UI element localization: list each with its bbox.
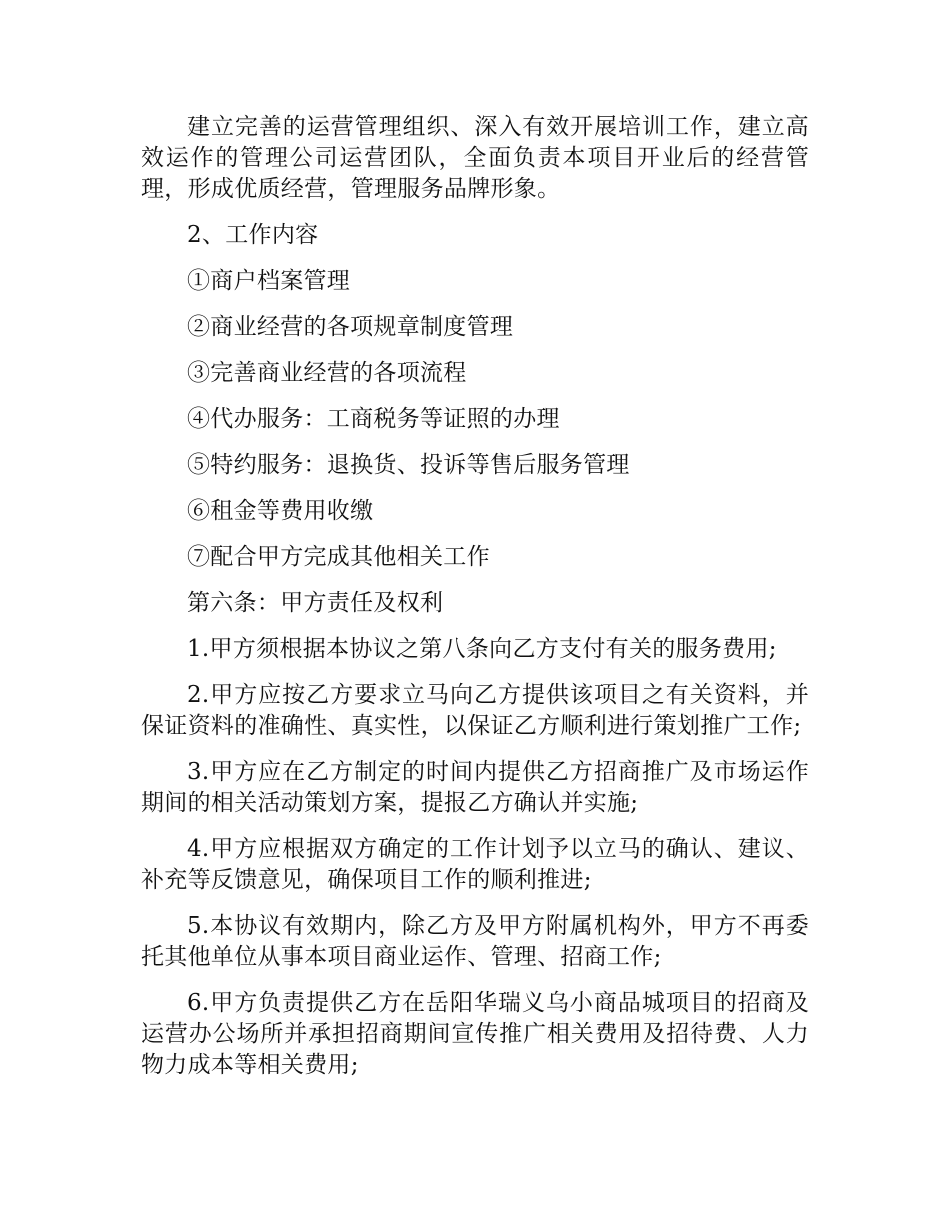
clause-1: 1.甲方须根据本协议之第八条向乙方支付有关的服务费用; [187,636,777,662]
clause-6: 6.甲方负责提供乙方在岳阳华瑞义乌小商品城项目的招商及运营办公场所并承担招商期间宣传推广相关费用及招待费、人力物力成本等相关费用; [141,990,809,1078]
clause-2: 2.甲方应按乙方要求立马向乙方提供该项目之有关资料，并保证资料的准确性、真实性，以保证乙方顺利进行策划推广工作; [141,682,809,739]
clause-4: 4.甲方应根据双方确定的工作计划予以立马的确认、建议、补充等反馈意见，确保项目工作的顺利推进; [141,836,809,893]
heading-work-content: 2、工作内容 [187,222,319,248]
clause-3: 3.甲方应在乙方制定的时间内提供乙方招商推广及市场运作期间的相关活动策划方案，提报乙方确认并实施; [141,759,809,816]
heading-article-six: 第六条：甲方责任及权利 [187,590,444,616]
list-item-merchant-files: ①商户档案管理 [187,268,351,294]
list-item-special-services: ⑤特约服务：退换货、投诉等售后服务管理 [187,452,630,478]
list-item-other-work: ⑦配合甲方完成其他相关工作 [187,544,490,570]
list-item-rent-collection: ⑥租金等费用收缴 [187,498,374,524]
document-body [141,112,809,1096]
list-item-agency-services: ④代办服务：工商税务等证照的办理 [187,406,560,432]
list-item-process-improvement: ③完善商业经营的各项流程 [187,360,467,386]
clause-5: 5.本协议有效期内，除乙方及甲方附属机构外，甲方不再委托其他单位从事本项目商业运作、管理、招商工作; [141,913,809,970]
paragraph-operations-goal: 建立完善的运营管理组织、深入有效开展培训工作，建立高效运作的管理公司运营团队，全面负责本项目开业后的经营管理，形成优质经营，管理服务品牌形象。 [141,114,809,202]
list-item-rules-management: ②商业经营的各项规章制度管理 [187,314,514,340]
